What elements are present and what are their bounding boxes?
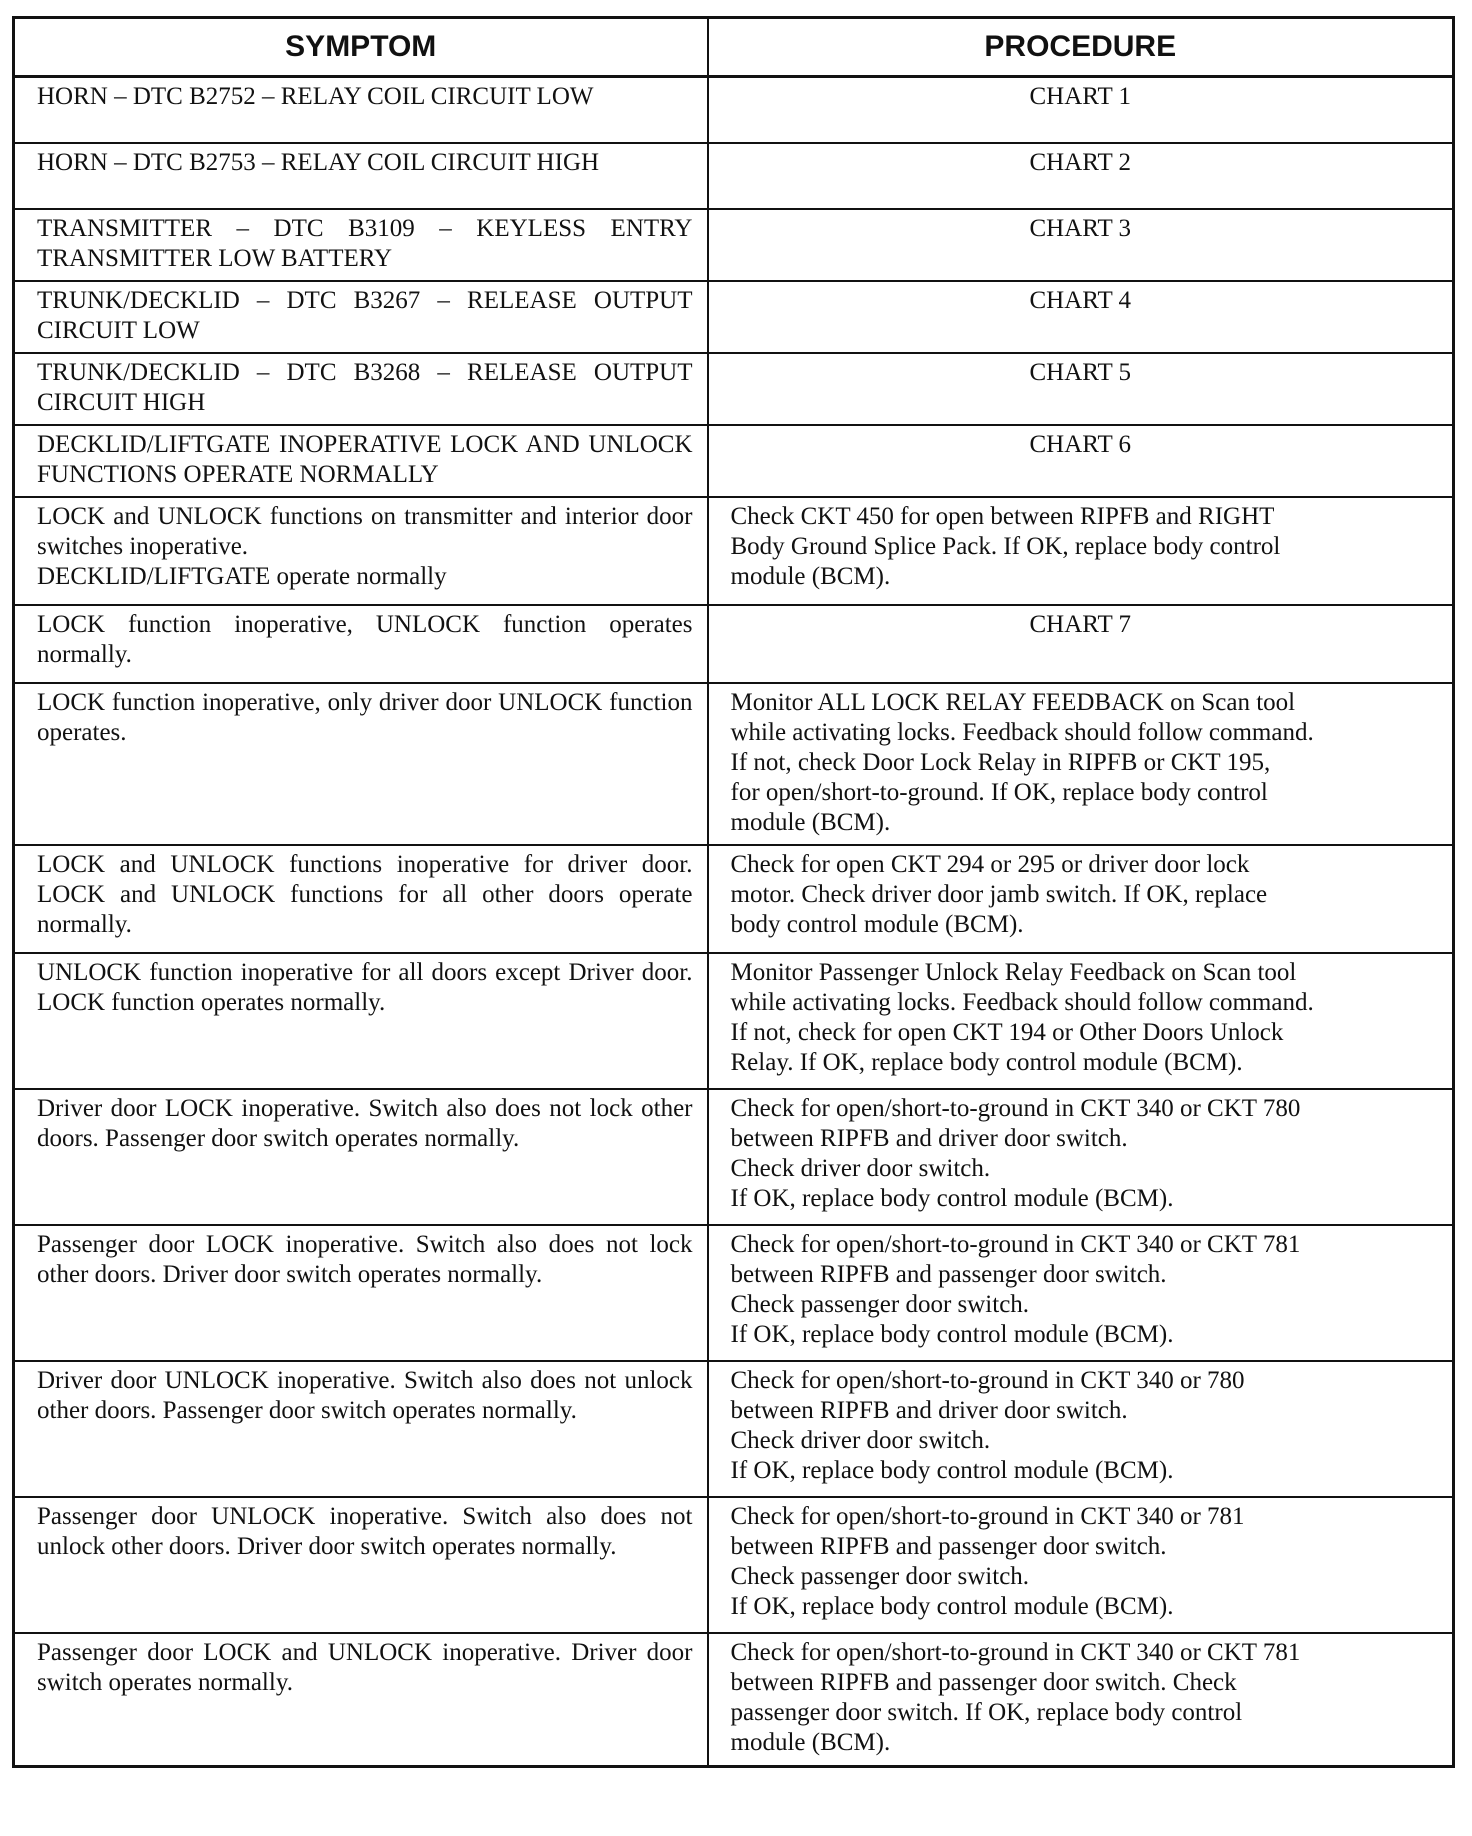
- procedure-cell: CHART 6: [708, 425, 1454, 497]
- table-row: [14, 425, 1454, 497]
- table-row: [14, 1497, 1454, 1633]
- symptom-cell: HORN – DTC B2752 – RELAY COIL CIRCUIT LOW: [14, 77, 708, 143]
- symptom-cell: Driver door LOCK inoperative. Switch also does not lock other doors. Passenger door switch operates normally.: [14, 1089, 708, 1225]
- symptom-cell: LOCK function inoperative, UNLOCK function operates normally.: [14, 605, 708, 683]
- table-row: [14, 281, 1454, 353]
- symptom-cell: TRANSMITTER – DTC B3109 – KEYLESS ENTRY TRANSMITTER LOW BATTERY: [14, 209, 708, 281]
- procedure-cell: Monitor Passenger Unlock Relay Feedback on Scan tool while activating locks. Feedback should follow command. If not, check for open CKT 194 or Other Doors Unlock Relay. If OK, replace body control module (BCM).: [708, 953, 1454, 1089]
- procedure-cell: CHART 2: [708, 143, 1454, 209]
- table-row: [14, 605, 1454, 683]
- procedure-cell: CHART 5: [708, 353, 1454, 425]
- procedure-cell: CHART 4: [708, 281, 1454, 353]
- symptom-procedure-table: [12, 16, 1455, 1768]
- symptom-cell: LOCK function inoperative, only driver door UNLOCK function operates.: [14, 683, 708, 845]
- symptom-column-header: SYMPTOM: [14, 18, 708, 77]
- table-row: [14, 953, 1454, 1089]
- table-row: [14, 497, 1454, 605]
- table-row: [14, 683, 1454, 845]
- symptom-cell: HORN – DTC B2753 – RELAY COIL CIRCUIT HIGH: [14, 143, 708, 209]
- procedure-cell: Check for open/short-to-ground in CKT 340 or 780 between RIPFB and driver door switch. Check driver door switch. If OK, replace body control module (BCM).: [708, 1361, 1454, 1497]
- symptom-cell: TRUNK/DECKLID – DTC B3267 – RELEASE OUTPUT CIRCUIT LOW: [14, 281, 708, 353]
- procedure-cell: Check for open/short-to-ground in CKT 340 or CKT 781 between RIPFB and passenger door switch. Check passenger door switch. If OK, replace body control module (BCM).: [708, 1633, 1454, 1767]
- table-row: [14, 1089, 1454, 1225]
- procedure-cell: CHART 3: [708, 209, 1454, 281]
- procedure-column-header: PROCEDURE: [708, 18, 1454, 77]
- symptom-cell: Passenger door UNLOCK inoperative. Switch also does not unlock other doors. Driver door switch operates normally.: [14, 1497, 708, 1633]
- procedure-cell: Check for open/short-to-ground in CKT 340 or CKT 780 between RIPFB and driver door switch. Check driver door switch. If OK, replace body control module (BCM).: [708, 1089, 1454, 1225]
- table-row: [14, 353, 1454, 425]
- table-row: [14, 1225, 1454, 1361]
- procedure-cell: Check for open CKT 294 or 295 or driver door lock motor. Check driver door jamb switch. If OK, replace body control module (BCM).: [708, 845, 1454, 953]
- symptom-cell: TRUNK/DECKLID – DTC B3268 – RELEASE OUTPUT CIRCUIT HIGH: [14, 353, 708, 425]
- symptom-cell: [14, 497, 708, 605]
- symptom-cell: Driver door UNLOCK inoperative. Switch also does not unlock other doors. Passenger door switch operates normally.: [14, 1361, 708, 1497]
- table-row: [14, 77, 1454, 143]
- procedure-cell: Check for open/short-to-ground in CKT 340 or CKT 781 between RIPFB and passenger door switch. Check passenger door switch. If OK, replace body control module (BCM).: [708, 1225, 1454, 1361]
- table-row: [14, 845, 1454, 953]
- table-row: [14, 209, 1454, 281]
- symptom-cell: Passenger door LOCK and UNLOCK inoperative. Driver door switch operates normally.: [14, 1633, 708, 1767]
- symptom-cell: LOCK and UNLOCK functions inoperative for driver door. LOCK and UNLOCK functions for all other doors operate normally.: [14, 845, 708, 953]
- procedure-cell: CHART 7: [708, 605, 1454, 683]
- symptom-cell: DECKLID/LIFTGATE INOPERATIVE LOCK AND UNLOCK FUNCTIONS OPERATE NORMALLY: [14, 425, 708, 497]
- diagnostic-table-container: [12, 16, 1452, 1768]
- procedure-cell: Check CKT 450 for open between RIPFB and RIGHT Body Ground Splice Pack. If OK, replace body control module (BCM).: [708, 497, 1454, 605]
- table-row: [14, 1633, 1454, 1767]
- symptom-text-line2: DECKLID/LIFTGATE operate normally: [37, 562, 447, 590]
- table-header-row: [14, 18, 1454, 77]
- symptom-cell: Passenger door LOCK inoperative. Switch also does not lock other doors. Driver door switch operates normally.: [14, 1225, 708, 1361]
- table-row: [14, 1361, 1454, 1497]
- procedure-cell: CHART 1: [708, 77, 1454, 143]
- table-row: [14, 143, 1454, 209]
- procedure-cell: Check for open/short-to-ground in CKT 340 or 781 between RIPFB and passenger door switch. Check passenger door switch. If OK, replace body control module (BCM).: [708, 1497, 1454, 1633]
- procedure-cell: Monitor ALL LOCK RELAY FEEDBACK on Scan tool while activating locks. Feedback should follow command. If not, check Door Lock Relay in RIPFB or CKT 195, for open/short-to-ground. If OK, replace body control module (BCM).: [708, 683, 1454, 845]
- symptom-cell: UNLOCK function inoperative for all doors except Driver door. LOCK function operates normally.: [14, 953, 708, 1089]
- symptom-text: LOCK and UNLOCK functions on transmitter and interior door switches inoperative.: [37, 502, 693, 560]
